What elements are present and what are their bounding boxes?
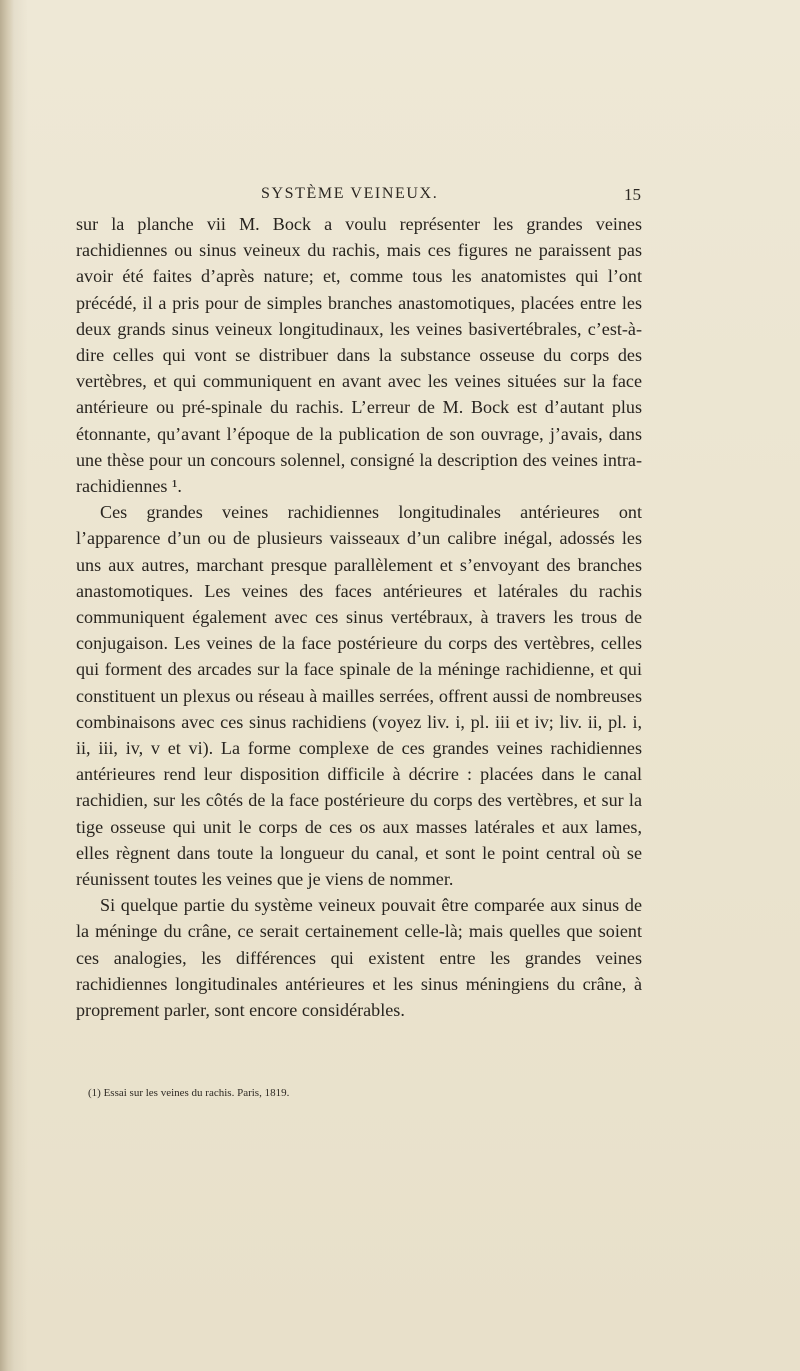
body-text [76, 211, 642, 1023]
paragraph-1: sur la planche vii M. Bock a voulu représenter les grandes veines rachidiennes ou sinus veineux du rachis, mais ces figures ne paraissent pas avoir été faites d’après nature; et, comme tous les anatomistes qui l’ont précédé, il a pris pour de simples branches anastomotiques, placées entre les deux grands sinus veineux longitudinaux, les veines basivertébrales, c’est-à-dire celles qui vont se distribuer dans la substance osseuse du corps des vertèbres, et qui communiquent en avant avec les veines situées sur la face antérieure ou pré-spinale du rachis. L’erreur de M. Bock est d’autant plus étonnante, qu’avant l’époque de la publication de son ouvrage, j’avais, dans une thèse pour un concours solennel, consigné la description des veines intra-rachidiennes ¹. [76, 214, 642, 497]
running-title: SYSTÈME VEINEUX. [261, 185, 439, 202]
running-head [75, 185, 641, 209]
page-number: 15 [624, 185, 641, 204]
footnote: (1) Essai sur les veines du rachis. Paris, 1819. [88, 1087, 290, 1099]
paragraph-2: Ces grandes veines rachidiennes longitudinales antérieures ont l’apparence d’un ou de plusieurs vaisseaux d’un calibre inégal, adossés les uns aux autres, marchant presque parallèlement et s’envoyant des branches anastomotiques. Les veines des faces antérieures et latérales du rachis communiquent également avec ces sinus vertébraux, à travers les trous de conjugaison. Les veines de la face postérieure du corps des vertèbres, celles qui forment des arcades sur la face spinale de la méninge rachidienne, et qui constituent un plexus ou réseau à mailles serrées, offrent aussi de nombreuses combinaisons avec ces sinus rachidiens (voyez liv. i, pl. iii et iv; liv. ii, pl. i, ii, iii, iv, v et vi). La forme complexe de ces grandes veines rachidiennes antérieures rend leur disposition difficile à décrire : placées dans le canal rachidien, sur les côtés de la face postérieure du corps des vertèbres, et sur la tige osseuse qui unit le corps de ces os aux masses latérales et aux lames, elles règnent dans toute la longueur du canal, et sont le point central où se réunissent toutes les veines que je viens de nommer. [76, 502, 642, 890]
paragraph-3: Si quelque partie du système veineux pouvait être comparée aux sinus de la méninge du crâne, ce serait certainement celle-là; mais quelles que soient ces analogies, les différences qui existent entre les grandes veines rachidiennes longitudinales antérieures et les sinus méningiens du crâne, à proprement parler, sont encore considérables. [76, 895, 642, 1021]
page-binding-edge [0, 0, 14, 1371]
